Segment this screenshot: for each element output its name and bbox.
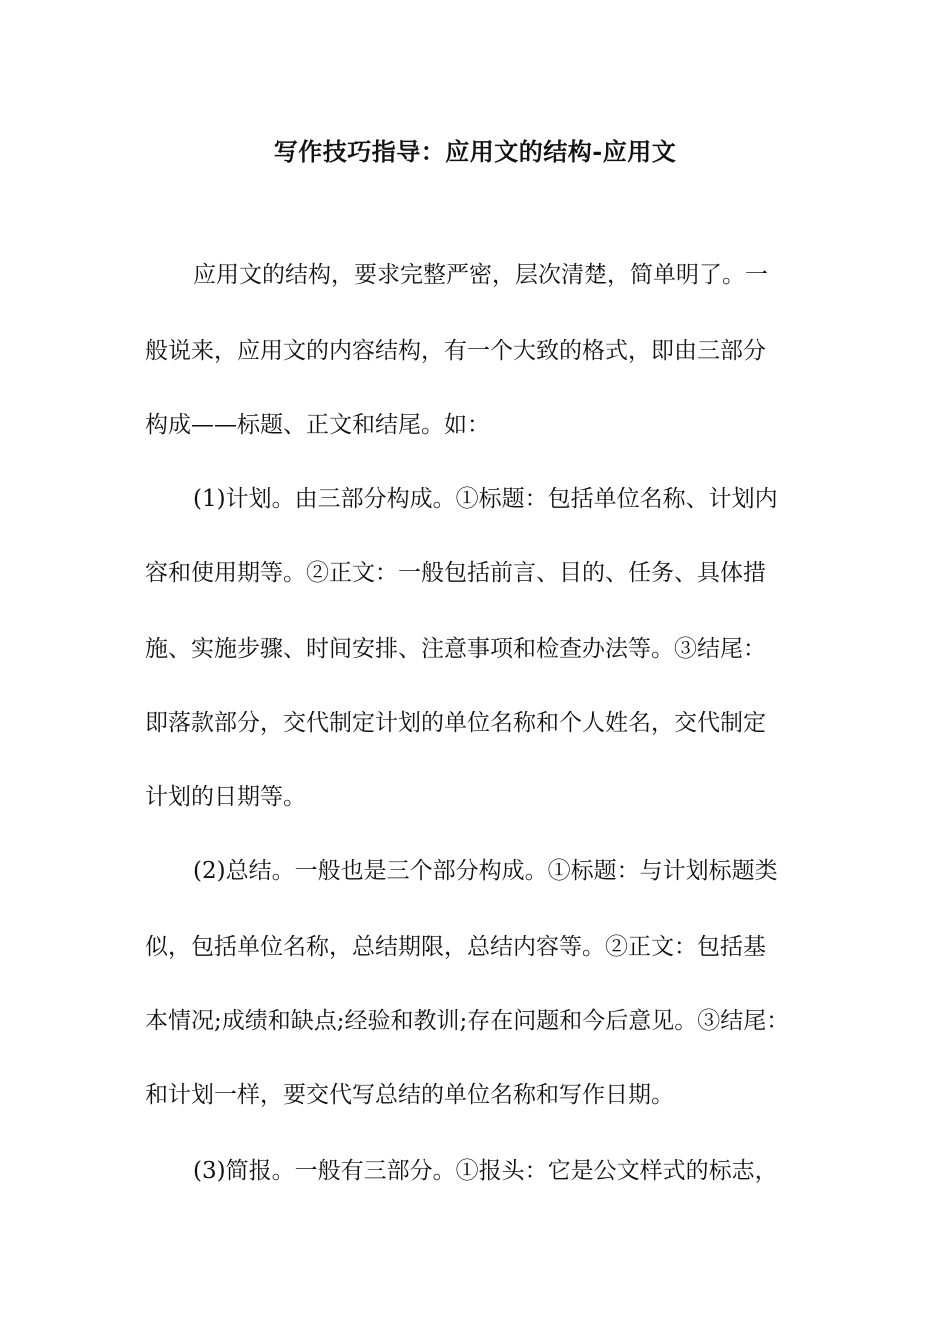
paragraph-line: (1)计划。由三部分构成。①标题：包括单位名称、计划内 <box>193 486 778 512</box>
paragraph-line: (2)总结。一般也是三个部分构成。①标题：与计划标题类 <box>193 858 778 884</box>
paragraph-line: 本情况;成绩和缺点;经验和教训;存在问题和今后意见。③结尾： <box>145 1008 790 1034</box>
paragraph-line: 似，包括单位名称，总结期限，总结内容等。②正文：包括基 <box>145 934 766 960</box>
paragraph-line: 即落款部分，交代制定计划的单位名称和个人姓名，交代制定 <box>145 710 766 736</box>
paragraph-line: 应用文的结构，要求完整严密，层次清楚，简单明了。一 <box>193 262 768 288</box>
paragraph-line: 般说来，应用文的内容结构，有一个大致的格式，即由三部分 <box>145 338 766 364</box>
paragraph-line: 容和使用期等。②正文：一般包括前言、目的、任务、具体措 <box>145 560 766 586</box>
paragraph-line: 和计划一样，要交代写总结的单位名称和写作日期。 <box>145 1082 674 1108</box>
paragraph-line: (3)简报。一般有三部分。①报头：它是公文样式的标志， <box>193 1158 778 1184</box>
paragraph-line: 构成——标题、正文和结尾。如： <box>145 412 490 438</box>
paragraph-line: 施、实施步骤、时间安排、注意事项和检查办法等。③结尾： <box>145 636 766 662</box>
document-title: 写作技巧指导：应用文的结构-应用文 <box>273 137 677 166</box>
paragraph-line: 计划的日期等。 <box>145 784 306 810</box>
